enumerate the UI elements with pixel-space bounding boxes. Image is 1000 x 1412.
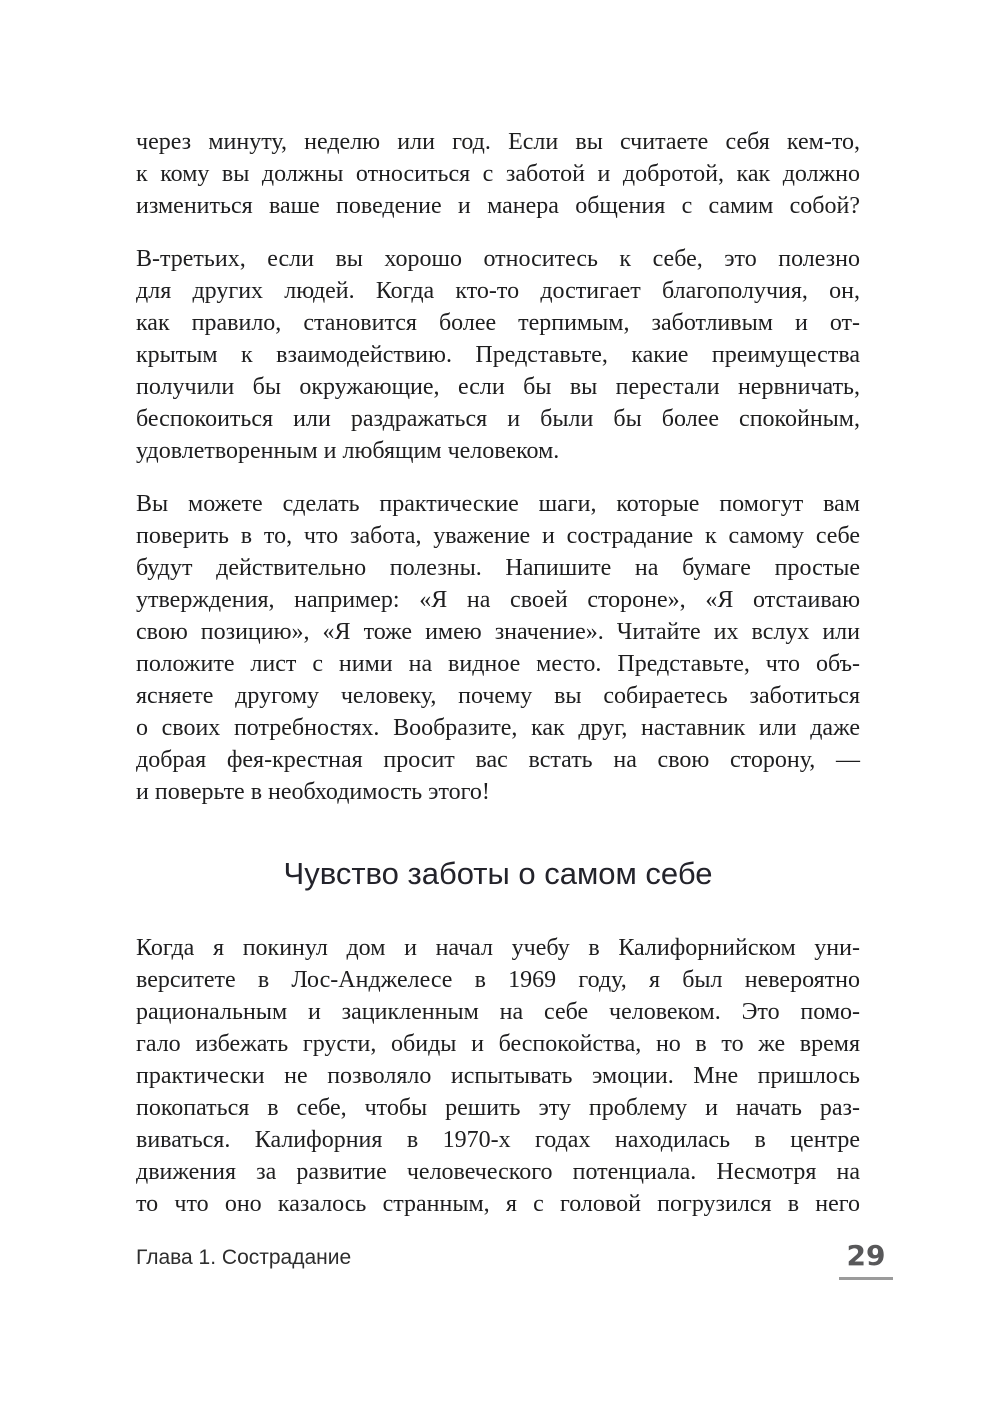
text-line: через минуту, неделю или год. Если вы считаете себя кем-то, [136, 129, 860, 155]
text-line: В-третьих, если вы хорошо относитесь к себе, это полезно [136, 246, 860, 272]
text-line: ясняете другому человеку, почему вы собираетесь заботиться [136, 683, 860, 709]
text-line: положите лист с ними на видное место. Представьте, что объ- [136, 651, 860, 677]
text-line: удовлетворенным и любящим человеком. [136, 438, 560, 464]
text-line: Вы можете сделать практические шаги, которые помогут вам [136, 491, 860, 517]
text-line: добрая фея-крестная просит вас встать на свою сторону, — [136, 747, 860, 773]
paragraph [136, 488, 860, 808]
page-body-text [136, 126, 860, 1220]
text-line: утверждения, например: «Я на своей стороне», «Я отстаиваю [136, 587, 860, 613]
text-line: и поверьте в необходимость этого! [136, 779, 490, 805]
paragraph [136, 243, 860, 467]
text-line: виваться. Калифорния в 1970-х годах находилась в центре [136, 1127, 860, 1153]
page-number: 29 [846, 1239, 886, 1272]
text-line: для других людей. Когда кто-то достигает благополучия, он, [136, 278, 860, 304]
text-line: Когда я покинул дом и начал учебу в Калифорнийском уни- [136, 935, 860, 961]
text-line: получили бы окружающие, если бы вы перестали нервничать, [136, 374, 860, 400]
paragraph [136, 932, 860, 1220]
text-line: покопаться в себе, чтобы решить эту проблему и начать раз- [136, 1095, 860, 1121]
text-line: рациональным и зацикленным на себе человеком. Это помо- [136, 999, 860, 1025]
page-number-block [839, 1240, 893, 1280]
page-footer [136, 1240, 893, 1280]
text-line: беспокоиться или раздражаться и были бы более спокойным, [136, 406, 860, 432]
text-line: гало избежать грусти, обиды и беспокойства, но в то же время [136, 1031, 860, 1057]
text-line: поверить в то, что забота, уважение и сострадание к самому себе [136, 523, 860, 549]
text-line: будут действительно полезны. Напишите на бумаге простые [136, 555, 860, 581]
text-line: движения за развитие человеческого потенциала. Несмотря на [136, 1159, 860, 1185]
paragraph [136, 126, 860, 222]
text-line: верситете в Лос-Анджелесе в 1969 году, я был невероятно [136, 967, 860, 993]
text-line: о своих потребностях. Вообразите, как друг, наставник или даже [136, 715, 860, 741]
chapter-running-title: Глава 1. Сострадание [136, 1246, 352, 1269]
text-line: крытым к взаимодействию. Представьте, какие преимущества [136, 342, 860, 368]
text-line: измениться ваше поведение и манера общения с самим собой? [136, 193, 860, 219]
text-line: как правило, становится более терпимым, заботливым и от- [136, 310, 860, 336]
text-line: то что оно казалось странным, я с головой погрузился в него [136, 1191, 860, 1217]
text-line: свою позицию», «Я тоже имею значение». Читайте их вслух или [136, 619, 860, 645]
page-number-rule [839, 1277, 893, 1280]
text-line: к кому вы должны относиться с заботой и добротой, как должно [136, 161, 860, 187]
section-heading: Чувство заботы о самом себе [283, 856, 713, 891]
text-line: практически не позволяло испытывать эмоции. Мне пришлось [136, 1063, 860, 1089]
